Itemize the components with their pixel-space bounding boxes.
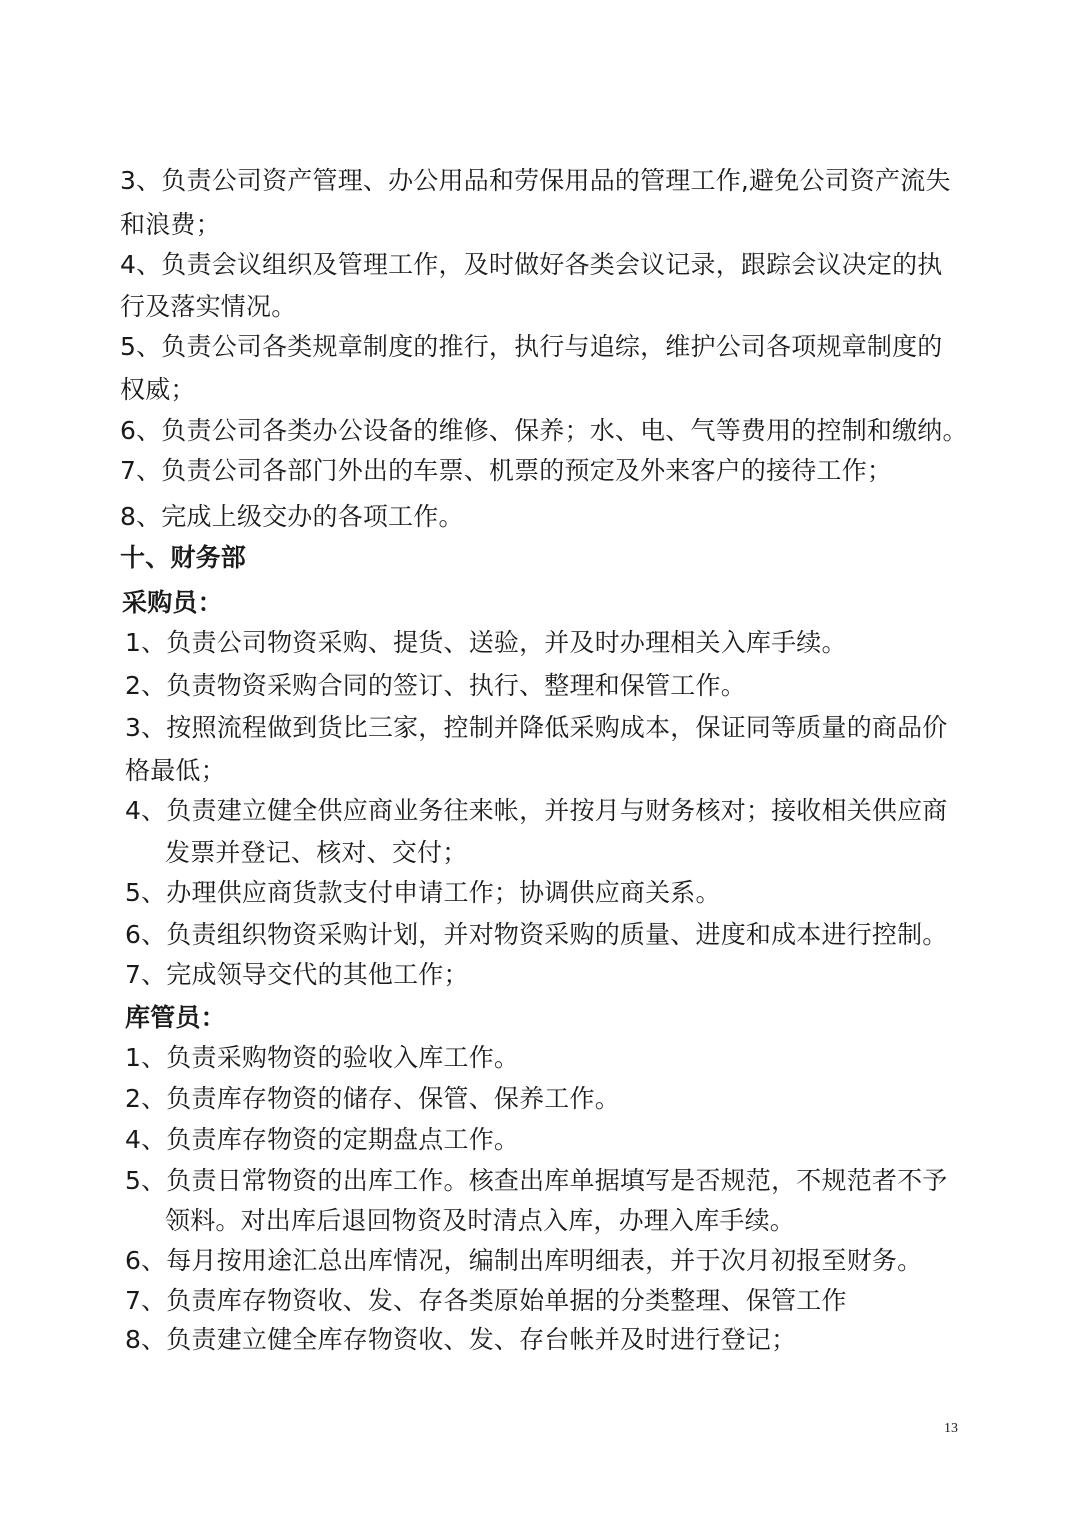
buyer-item-6: 6、负责组织物资采购计划，并对物资采购的质量、进度和成本进行控制。	[125, 920, 948, 949]
buyer-item-5: 5、办理供应商货款支付申请工作；协调供应商关系。	[125, 878, 721, 907]
admin-item-7: 7、负责公司各部门外出的车票、机票的预定及外来客户的接待工作；	[120, 456, 893, 485]
section-title: 十、财务部	[120, 543, 247, 572]
admin-item-6: 6、负责公司各类办公设备的维修、保养；水、电、气等费用的控制和缴纳。	[120, 416, 968, 445]
buyer-item-4-line2: 发票并登记、核对、交付；	[165, 838, 468, 867]
keeper-item-1: 1、负责采购物资的验收入库工作。	[125, 1043, 520, 1072]
keeper-item-5-line1: 5、负责日常物资的出库工作。核查出库单据填写是否规范，不规范者不予	[125, 1166, 948, 1195]
buyer-item-4-line1: 4、负责建立健全供应商业务往来帐，并按月与财务核对；接收相关供应商	[125, 796, 948, 825]
buyer-title: 采购员：	[122, 588, 223, 617]
admin-item-5-line2: 权威；	[120, 375, 196, 404]
admin-item-4-line2: 行及落实情况。	[120, 292, 297, 321]
keeper-item-2: 2、负责库存物资的储存、保管、保养工作。	[125, 1084, 620, 1113]
buyer-item-7: 7、完成领导交代的其他工作；	[125, 960, 469, 989]
keeper-item-8: 8、负责建立健全库存物资收、发、存台帐并及时进行登记；	[125, 1325, 797, 1354]
admin-item-3-line1: 3、负责公司资产管理、办公用品和劳保用品的管理工作,避免公司资产流失	[120, 166, 951, 195]
buyer-item-3-line2: 格最低；	[125, 756, 226, 785]
buyer-item-2: 2、负责物资采购合同的签订、执行、整理和保管工作。	[125, 671, 746, 700]
keeper-item-6: 6、每月按用途汇总出库情况，编制出库明细表，并于次月初报至财务。	[125, 1246, 923, 1275]
page-number: 13	[944, 1421, 958, 1436]
keeper-item-4: 4、负责库存物资的定期盘点工作。	[125, 1125, 520, 1154]
admin-item-4-line1: 4、负责会议组织及管理工作，及时做好各类会议记录，跟踪会议决定的执	[120, 250, 943, 279]
admin-item-8: 8、完成上级交办的各项工作。	[120, 502, 464, 531]
admin-item-5-line1: 5、负责公司各类规章制度的推行，执行与追综，维护公司各项规章制度的	[120, 332, 943, 361]
admin-item-3-line2: 和浪费；	[120, 210, 221, 239]
keeper-item-7: 7、负责库存物资收、发、存各类原始单据的分类整理、保管工作	[125, 1286, 847, 1315]
buyer-item-3-line1: 3、按照流程做到货比三家，控制并降低采购成本，保证同等质量的商品价	[125, 713, 948, 742]
buyer-item-1: 1、负责公司物资采购、提货、送验，并及时办理相关入库手续。	[125, 628, 847, 657]
keeper-item-5-line2: 领料。对出库后退回物资及时清点入库，办理入库手续。	[165, 1206, 796, 1235]
keeper-title: 库管员：	[125, 1003, 226, 1032]
